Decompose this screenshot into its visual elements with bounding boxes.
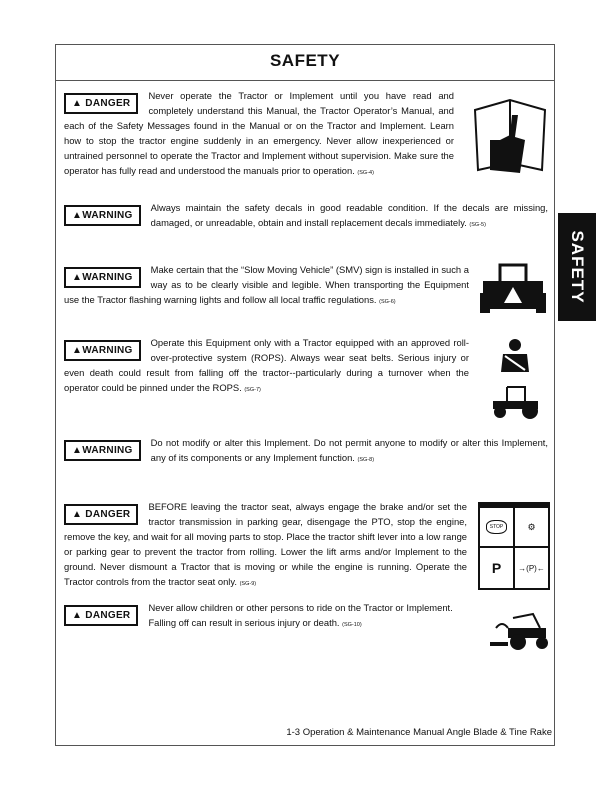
no-riders-icon — [488, 608, 550, 652]
danger-badge: ▲ DANGER — [64, 93, 138, 114]
shutdown-decal — [478, 502, 550, 590]
pto-stop-icon: ⚙ — [515, 508, 548, 546]
park-icon: P — [480, 548, 513, 588]
page-footer: 1-3 Operation & Maintenance Manual Angle Blade & Tine Rake — [286, 727, 552, 738]
warning-badge: ▲WARNING — [64, 267, 141, 288]
seat-belt-icon — [495, 338, 535, 378]
rops-tractor-icon — [485, 385, 545, 420]
parking-brake-icon: →(P)← — [515, 548, 548, 588]
danger-badge: ▲ DANGER — [64, 504, 138, 525]
warning-triangle-icon: ▲ — [72, 509, 83, 520]
warning-triangle-icon: ▲ — [72, 445, 83, 456]
engine-stop-icon: STOP — [480, 508, 513, 546]
safety-message: ▲ DANGER Never operate the Tractor or Implement until you have read and completely understand this Manual, the Tractor Operator’s Manual, and each of the Safety Messages found in the Manual or on the Tractor and Implement. Learn how to stop the tractor engine suddenly in an emergency. Never allow inexperienced or untrained personnel to operate the Tractor and Implement without supervision. Make sure the operator has fully read and understood the manuals prior to operation. (SG-4) — [64, 90, 454, 176]
divider — [56, 80, 554, 81]
section-tab-label: SAFETY — [568, 230, 587, 304]
warning-badge: ▲WARNING — [64, 340, 141, 361]
danger-badge: ▲ DANGER — [64, 605, 138, 626]
warning-triangle-icon: ▲ — [72, 98, 83, 109]
warning-triangle-icon: ▲ — [72, 272, 83, 283]
safety-message: ▲WARNING Do not modify or alter this Implement. Do not permit anyone to modify or alter this Implement, any of its components or any Implement function. (SG-8) — [64, 435, 548, 468]
safety-message: ▲ DANGER Never allow children or other persons to ride on the Tractor or Implement. Falling off can result in serious injury or death. (SG-10) — [64, 600, 474, 633]
warning-triangle-icon: ▲ — [72, 345, 83, 356]
page-title: SAFETY — [269, 51, 341, 70]
section-tab — [558, 213, 596, 321]
safety-message: ▲ DANGER BEFORE leaving the tractor seat, always engage the brake and/or set the tractor transmission in parking gear, disengage the PTO, stop the engine, remove the key, and wait for all moving parts to stop. Place the tractor shift lever into a low range or parking gear to prevent the tractor from rolling. Lower the lift arms and/or Implement to the ground. Never dismount a Tractor that is moving or while the engine is running. Operate the Tractor controls from the tractor seat only. (SG-9) — [64, 501, 467, 587]
safety-message: ▲WARNING Operate this Equipment only with a Tractor equipped with an approved roll-over-protective system (ROPS). Always wear seat belts. Serious injury or even death could result from falling off the tractor--particularly during a turnover when the operator could be pinned under the ROPS. (SG-7) — [64, 337, 469, 393]
safety-message: ▲WARNING Always maintain the safety decals in good readable condition. If the decals are missing, damaged, or unreadable, obtain and install replacement decals immediately. (SG-5) — [64, 200, 548, 233]
safety-message: ▲WARNING Make certain that the “Slow Moving Vehicle” (SMV) sign is installed in such a way as to be clearly visible and legible. When transporting the Equipment use the Tractor flashing warning lights and follow all local traffic regulations. (SG-6) — [64, 264, 469, 305]
warning-badge: ▲WARNING — [64, 205, 141, 226]
warning-badge: ▲WARNING — [64, 440, 141, 461]
warning-triangle-icon: ▲ — [72, 210, 83, 221]
warning-triangle-icon: ▲ — [72, 610, 83, 621]
read-manual-icon — [470, 95, 550, 175]
smv-tractor-icon — [478, 263, 548, 315]
